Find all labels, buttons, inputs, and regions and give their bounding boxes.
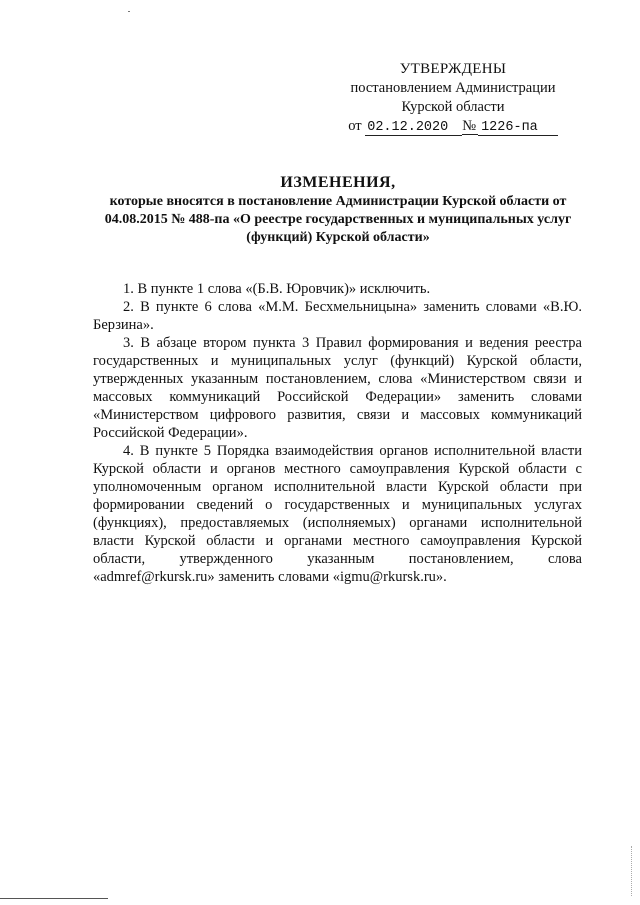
footer-rule [0, 898, 108, 899]
approval-date-number-line [318, 117, 588, 136]
title-heading: ИЗМЕНЕНИЯ, [280, 174, 396, 191]
paragraph-4: 4. В пункте 5 Порядка взаимодействия органов исполнительной власти Курской области и органов местного самоуправления Курской области с уполномоченным органом исполнительной власти Курской области при формировании сведений о государственных и муниципальных услугах (функциях), предоставляемых (исполняемых) органами исполнительной власти Курской области и органами местного самоуправления Курской области, утвержденного указанным постановлением, слова «admref@rkursk.ru» заменить словами «igmu@rkursk.ru». [93, 443, 582, 585]
approval-issuer: постановлением Администрации [350, 80, 556, 96]
paragraph-2: 2. В пункте 6 слова «М.М. Бесхмельницына» заменить словами «В.Ю. Берзина». [93, 299, 582, 333]
approval-block [318, 60, 588, 136]
document-title [88, 172, 588, 247]
approval-number: 1226-па [478, 120, 558, 136]
approval-heading: УТВЕРЖДЕНЫ [399, 61, 507, 77]
title-subtitle: которые вносятся в постановление Администрации Курской области от 04.08.2015 № 488-па «О реестре государственных и муниципальных услуг (функций) Курской области» [104, 194, 572, 245]
date-prefix: от [348, 118, 362, 134]
document-body [93, 280, 582, 586]
approval-date: 02.12.2020 [365, 120, 462, 136]
scan-edge [631, 846, 632, 896]
paragraph-1: 1. В пункте 1 слова «(Б.В. Юровчик)» исключить. [123, 281, 431, 297]
paragraph-3: 3. В абзаце втором пункта 3 Правил формирования и ведения реестра государственных и муниципальных услуг (функций) Курской области, утвержденных указанным постановлением, слова «Министерством связи и массовых коммуникаций Российской Федерации» заменить словами «Министерством цифрового развития, связи и массовых коммуникаций Российской Федерации». [93, 335, 582, 441]
number-prefix: № [462, 118, 477, 134]
approval-region: Курской области [401, 99, 505, 115]
scan-speck [128, 11, 130, 12]
